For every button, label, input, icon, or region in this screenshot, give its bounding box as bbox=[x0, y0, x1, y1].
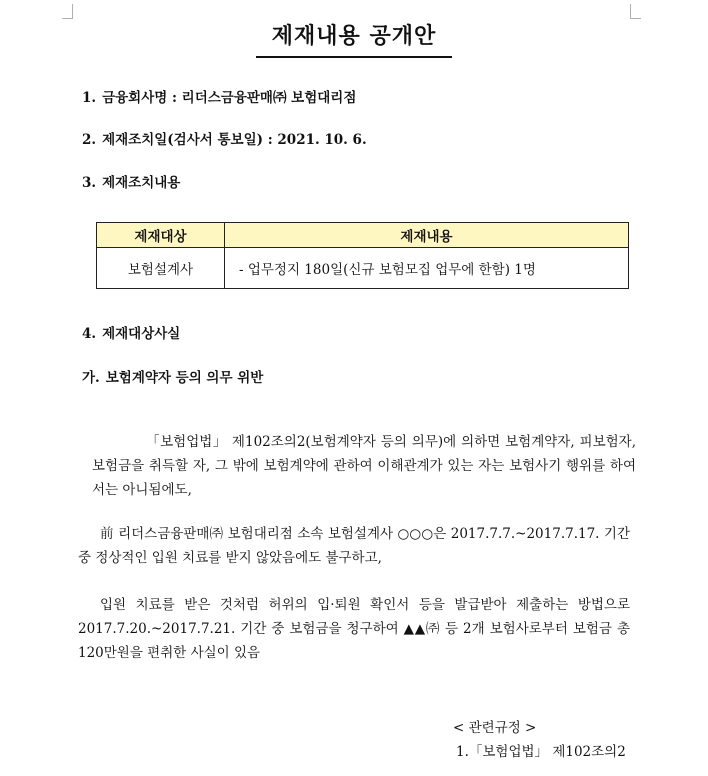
section-text: 제재대상사실 bbox=[102, 326, 181, 342]
section-text: 제재조치일(검사서 통보일) : 2021. 10. 6. bbox=[102, 132, 367, 148]
related-rules-heading: < 관련규정 > bbox=[453, 720, 537, 736]
cell-target: 보험설계사 bbox=[97, 248, 225, 289]
header-content: 제재내용 bbox=[225, 223, 629, 248]
section-sanction-contents bbox=[82, 171, 180, 191]
section-number: 4. bbox=[82, 326, 97, 342]
cell-content: - 업무정지 180일(신규 보험모집 업무에 한함) 1명 bbox=[225, 248, 629, 289]
section-sanction-facts bbox=[82, 322, 180, 342]
section-company-name bbox=[82, 86, 356, 106]
section-text: 제재조치내용 bbox=[102, 175, 181, 191]
sanction-table bbox=[96, 222, 629, 289]
document-title: 제재내용 공개안 bbox=[256, 22, 452, 58]
subsection-duty-violation bbox=[82, 366, 263, 386]
section-number: 가. bbox=[82, 370, 100, 386]
section-text: 금융회사명 : 리더스금융판매㈜ 보험대리점 bbox=[102, 90, 357, 106]
table-row bbox=[97, 248, 629, 289]
section-number: 2. bbox=[82, 132, 97, 148]
crop-mark-top-left bbox=[62, 4, 73, 19]
crop-mark-top-right bbox=[630, 4, 641, 19]
paragraph-facts-2: 입원 치료를 받은 것처럼 허위의 입·퇴원 확인서 등을 발급받아 제출하는 방법으로 2017.7.20.~2017.7.21. 기간 중 보험금을 청구하여 ▲▲㈜ 등 2개 보험사로부터 보험금 총 120만원을 편취한 사실이 있음 bbox=[78, 597, 630, 661]
related-rule-item: 1.「보험업법」 제102조의2 bbox=[456, 744, 626, 760]
section-number: 3. bbox=[82, 175, 97, 191]
table-header-row bbox=[97, 223, 629, 248]
header-target: 제재대상 bbox=[97, 223, 225, 248]
section-number: 1. bbox=[82, 90, 97, 106]
paragraph-legal-basis: 「보험업법」 제102조의2(보험계약자 등의 의무)에 의하면 보험계약자, 피보험자, 보험금을 취득할 자, 그 밖에 보험계약에 관하여 이해관계가 있는 자는 보험사기 행위를 하여서는 아니됨에도, bbox=[92, 434, 636, 498]
section-text: 보험계약자 등의 의무 위반 bbox=[105, 370, 264, 386]
section-sanction-date bbox=[82, 128, 367, 148]
paragraph-facts-1: 前 리더스금융판매㈜ 보험대리점 소속 보험설계사 ○○○은 2017.7.7.~2017.7.17. 기간 중 정상적인 입원 치료를 받지 않았음에도 불구하고, bbox=[78, 526, 630, 566]
